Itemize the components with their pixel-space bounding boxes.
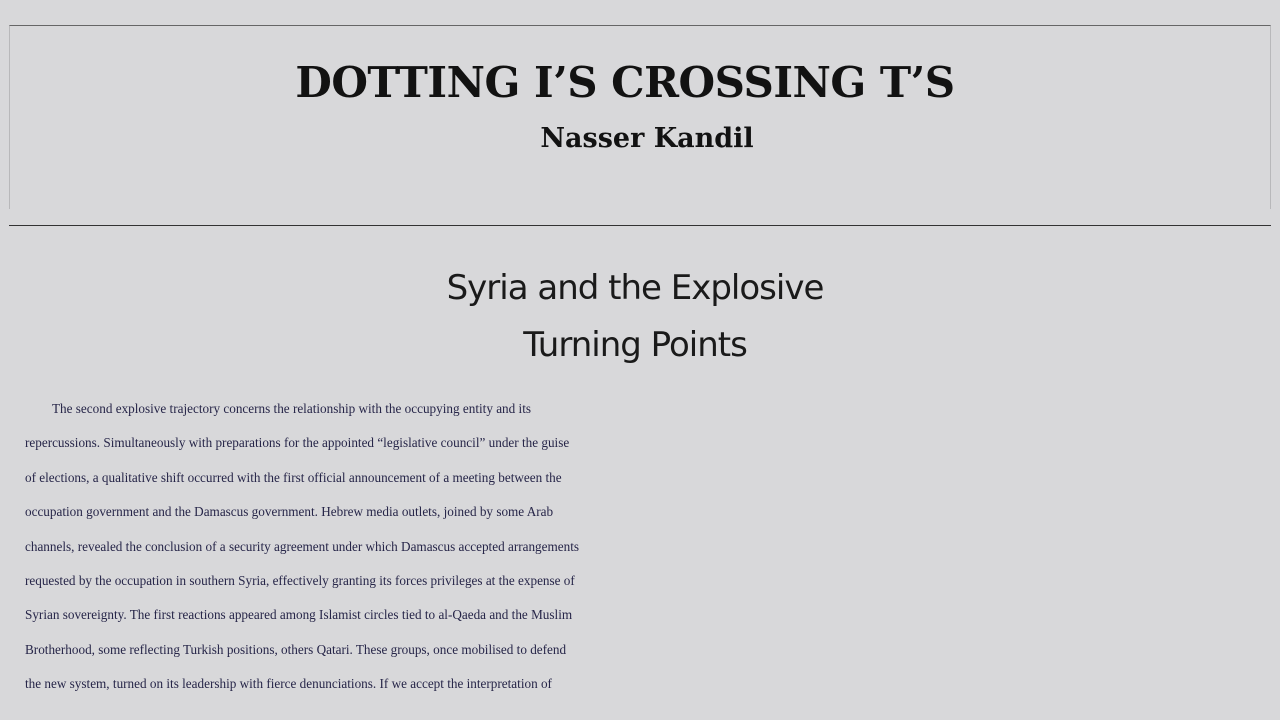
headline-line: Syria and the Explosive	[446, 268, 824, 308]
headline-line: Turning Points	[523, 325, 747, 365]
body-line: repercussions. Simultaneously with preparations for the appointed “legislative council” under the guise	[25, 435, 570, 451]
body-line: Syrian sovereignty. The first reactions appeared among Islamist circles tied to al-Qaeda and the Muslim	[25, 607, 573, 623]
article-body	[25, 392, 1270, 702]
article-headline	[0, 260, 1270, 374]
body-line: the new system, turned on its leadership with fierce denunciations. If we accept the interpretation of	[25, 676, 552, 692]
body-line: occupation government and the Damascus government. Hebrew media outlets, joined by some Arab	[25, 504, 554, 520]
header-divider	[9, 225, 1271, 226]
author-name: Nasser Kandil	[540, 123, 754, 154]
body-line: requested by the occupation in southern Syria, effectively granting its forces privileges at the expense of	[25, 573, 575, 589]
body-line: Brotherhood, some reflecting Turkish positions, others Qatari. These groups, once mobilised to defend	[25, 641, 567, 657]
body-line: channels, revealed the conclusion of a security agreement under which Damascus accepted arrangements	[25, 538, 579, 554]
body-line: The second explosive trajectory concerns the relationship with the occupying entity and its	[52, 401, 532, 416]
body-line: of elections, a qualitative shift occurred with the first official announcement of a meeting between the	[25, 469, 562, 485]
column-title: DOTTING I’S CROSSING T’S	[295, 58, 955, 107]
